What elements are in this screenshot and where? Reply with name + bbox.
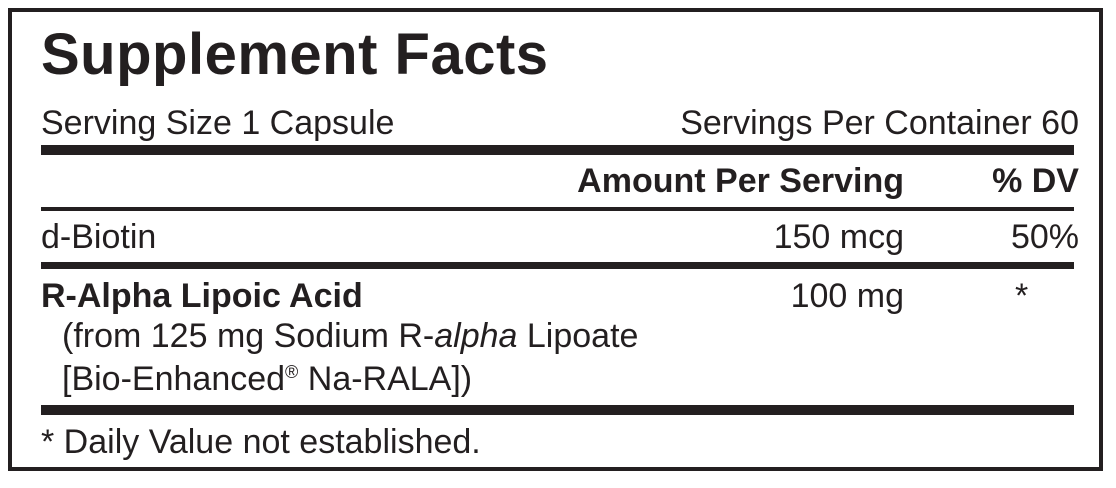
registered-mark: ® [285, 362, 299, 382]
nutrient-name-biotin: d-Biotin [41, 218, 157, 256]
nutrient-detail-line-1: (from 125 mg Sodium R-alpha Lipoate [62, 317, 639, 355]
footnote: * Daily Value not established. [41, 423, 481, 461]
supplement-facts-panel [8, 8, 1103, 471]
servings-per-container: Servings Per Container 60 [680, 104, 1079, 142]
thick-divider-bottom [41, 405, 1074, 415]
thick-divider-top [41, 145, 1074, 155]
row-divider [41, 262, 1074, 269]
column-header-dv: % DV [992, 162, 1079, 200]
nutrient-amount-biotin: 150 mcg [773, 218, 904, 256]
column-header-amount: Amount Per Serving [577, 162, 904, 200]
nutrient-amount-rala: 100 mg [790, 277, 904, 315]
header-divider [41, 207, 1074, 211]
serving-size: Serving Size 1 Capsule [41, 104, 395, 142]
nutrient-dv-rala: * [1015, 277, 1029, 315]
panel-title: Supplement Facts [41, 22, 549, 87]
nutrient-name-rala: R-Alpha Lipoic Acid [41, 277, 363, 315]
nutrient-detail-line-2: [Bio-Enhanced® Na-RALA]) [62, 360, 473, 398]
nutrient-dv-biotin: 50% [1010, 218, 1079, 256]
